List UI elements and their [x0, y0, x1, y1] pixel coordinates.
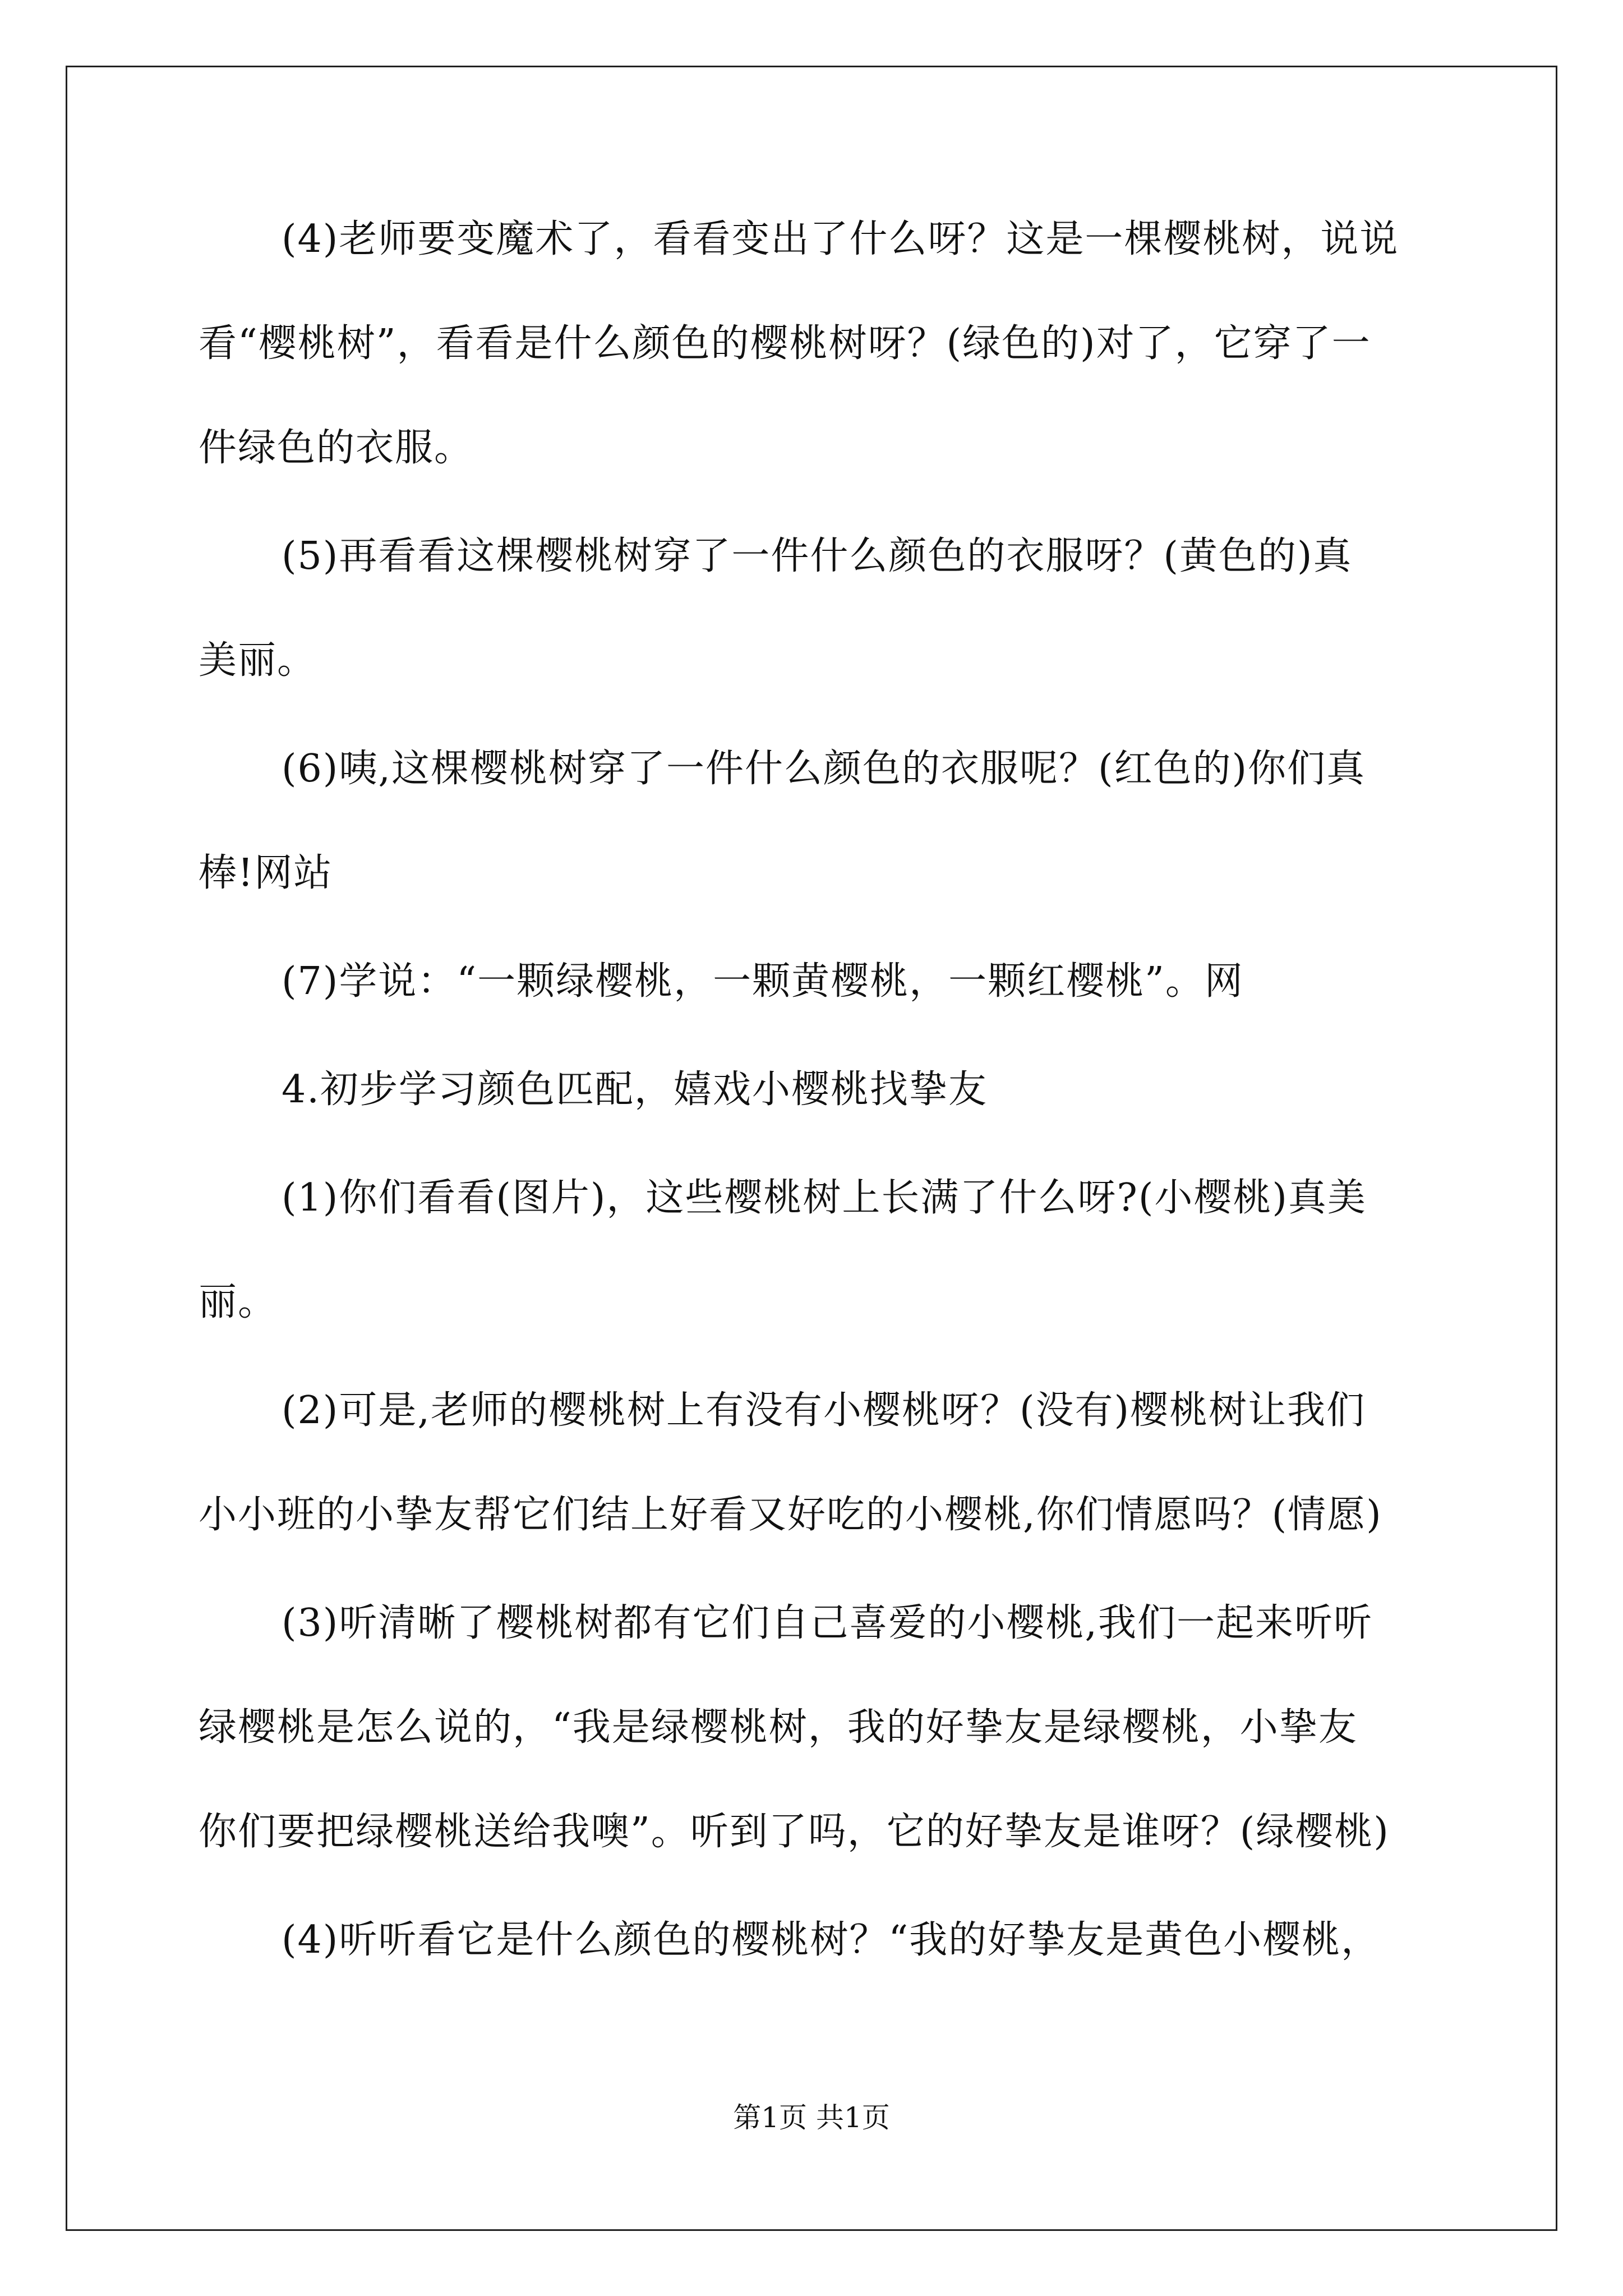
- paragraph-line: 丽。: [199, 1280, 278, 1324]
- paragraph-line: 美丽。: [199, 638, 317, 683]
- paragraph-line: (1)你们看看(图片)，这些樱桃树上长满了什么呀?(小樱桃)真美: [282, 1176, 1367, 1220]
- section-heading: 4.初步学习颜色匹配，嬉戏小樱桃找挚友: [282, 1068, 988, 1112]
- paragraph-line: (7)学说：“一颗绿樱桃，一颗黄樱桃，一颗红樱桃”。网: [282, 959, 1244, 1004]
- paragraph-line: 棒!网站: [199, 851, 333, 895]
- page-footer: [0, 2101, 1623, 2134]
- paragraph-line: 件绿色的衣服。: [199, 426, 474, 470]
- paragraph-line: (6)咦,这棵樱桃树穿了一件什么颜色的衣服呢？(红色的)你们真: [282, 747, 1366, 791]
- paragraph-line: (5)再看看这棵樱桃树穿了一件什么颜色的衣服呀？(黄色的)真: [282, 534, 1353, 578]
- paragraph-line: 小小班的小挚友帮它们结上好看又好吃的小樱桃,你们情愿吗？(情愿): [199, 1493, 1382, 1537]
- paragraph-line: (4)老师要变魔术了，看看变出了什么呀？这是一棵樱桃树，说说: [282, 217, 1399, 261]
- paragraph-line: 看“樱桃树”，看看是什么颜色的樱桃树呀？(绿色的)对了，它穿了一: [199, 321, 1371, 366]
- paragraph-line: 你们要把绿樱桃送给我噢”。听到了吗，它的好挚友是谁呀？(绿樱桃): [199, 1810, 1390, 1854]
- paragraph-line: (3)听清晰了樱桃树都有它们自己喜爱的小樱桃,我们一起来听听: [282, 1601, 1373, 1645]
- page-number: 第1页 共1页: [733, 2101, 890, 2134]
- paragraph-line: 绿樱桃是怎么说的，“我是绿樱桃树，我的好挚友是绿樱桃，小挚友: [199, 1705, 1358, 1750]
- paragraph-line: (4)听听看它是什么颜色的樱桃树？“我的好挚友是黄色小樱桃，: [282, 1918, 1381, 1962]
- paragraph-line: (2)可是,老师的樱桃树上有没有小樱桃呀？(没有)樱桃树让我们: [282, 1388, 1366, 1433]
- document-body: [199, 213, 1455, 1966]
